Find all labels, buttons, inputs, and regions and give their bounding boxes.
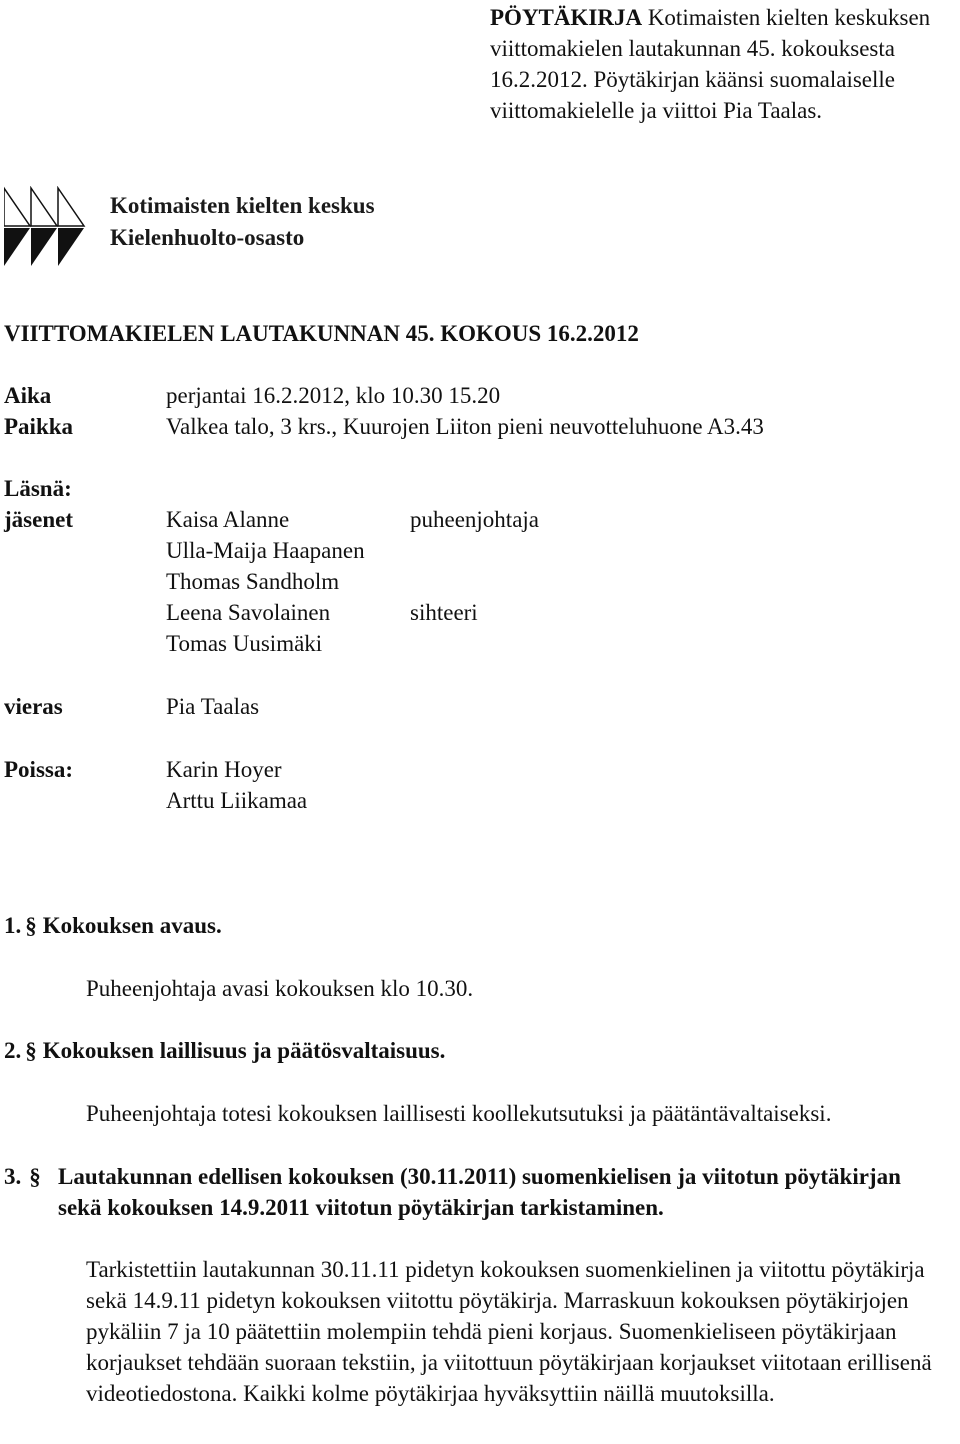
section-number: 3. — [4, 1164, 22, 1189]
member-role: sihteeri — [410, 600, 478, 625]
section-number: 1. — [4, 913, 22, 938]
section-symbol: § — [25, 913, 37, 938]
place-value: Valkea talo, 3 krs., Kuurojen Liiton pieni neuvotteluhuone A3.43 — [166, 414, 764, 439]
section-heading-1 — [4, 910, 222, 941]
kotus-triangles-logo-icon — [4, 186, 86, 268]
organization-block — [110, 190, 375, 254]
member-name: Thomas Sandholm — [166, 569, 340, 594]
member-name: Tomas Uusimäki — [166, 631, 323, 656]
section-title: Kokouksen avaus. — [42, 913, 222, 938]
section-body-3: Tarkistettiin lautakunnan 30.11.11 pidetyn kokouksen suomenkielinen ja viitottu pöytäkirja sekä 14.9.11 pidetyn kokouksen viitottu pöytäkirja. Marraskuun kokouksen pöytäkirjojen pykäliin 7 ja 10 päätettiin molempiin tehdä pieni korjaus. Suomenkieliseen pöytäkirjaan korjaukset tehdään suoraan tekstiin, ja viitottuun pöytäkirjaan korjaukset viitotaan erillisenä videotiedostona. Kaikki kolme pöytäkirjaa hyväksyttiin näillä muutoksilla. — [86, 1257, 932, 1406]
section-body-2: Puheenjohtaja totesi kokouksen laillisesti koollekutsutuksi ja päätäntävaltaiseksi. — [86, 1101, 832, 1126]
member-name: Kaisa Alanne — [166, 507, 290, 532]
member-role: puheenjohtaja — [410, 507, 540, 532]
document-header — [490, 2, 952, 126]
section-number: 2. — [4, 1038, 22, 1063]
section-symbol: § — [29, 1164, 41, 1189]
absent-label: Poissa: — [4, 757, 73, 782]
time-value: perjantai 16.2.2012, klo 10.30 15.20 — [166, 383, 501, 408]
guest-name: Pia Taalas — [166, 694, 260, 719]
document-type-label: PÖYTÄKIRJA — [490, 5, 643, 30]
document-header-text: Kotimaisten kielten keskuksen viittomakielen lautakunnan 45. kokouksesta 16.2.2012. Pöytäkirjan käänsi suomalaiselle viittomakielelle ja viittoi Pia Taalas. — [490, 5, 931, 123]
organization-department: Kielenhuolto-osasto — [110, 225, 305, 250]
present-label: Läsnä: — [4, 476, 72, 501]
absent-name: Karin Hoyer — [166, 757, 282, 782]
guest-label: vieras — [4, 694, 63, 719]
meeting-title: VIITTOMAKIELEN LAUTAKUNNAN 45. KOKOUS 16.2.2012 — [4, 321, 639, 346]
section-body-1: Puheenjohtaja avasi kokouksen klo 10.30. — [86, 976, 474, 1001]
member-name: Leena Savolainen — [166, 600, 331, 625]
members-label: jäsenet — [4, 507, 73, 532]
time-label: Aika — [4, 383, 52, 408]
section-symbol: § — [25, 1038, 37, 1063]
section-title: Kokouksen laillisuus ja päätösvaltaisuus. — [42, 1038, 446, 1063]
place-label: Paikka — [4, 414, 74, 439]
section-title: Lautakunnan edellisen kokouksen (30.11.2011) suomenkielisen ja viitotun pöytäkirjan sekä kokouksen 14.9.2011 viitotun pöytäkirjan tarkistaminen. — [58, 1164, 901, 1220]
section-heading-2 — [4, 1035, 445, 1066]
absent-name: Arttu Liikamaa — [166, 788, 308, 813]
member-name: Ulla-Maija Haapanen — [166, 538, 365, 563]
section-number-wrap — [4, 1161, 41, 1192]
organization-name: Kotimaisten kielten keskus — [110, 193, 375, 218]
